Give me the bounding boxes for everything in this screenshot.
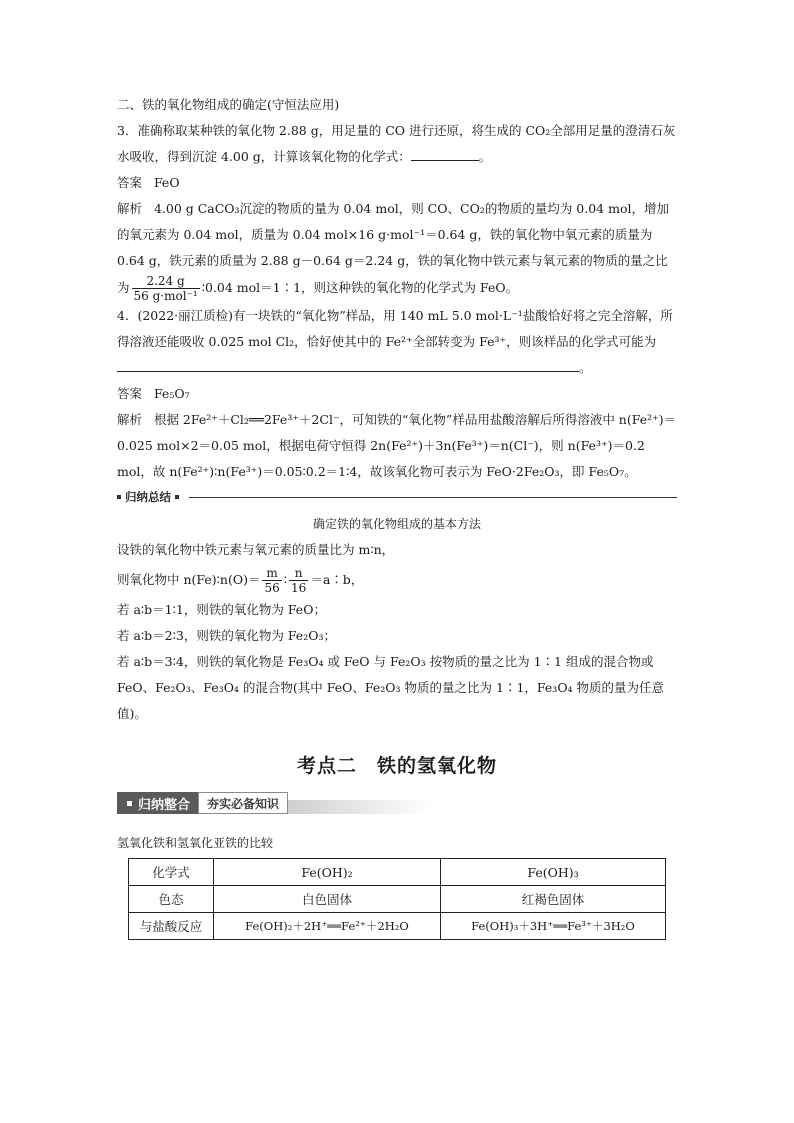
divider — [189, 497, 677, 498]
fraction-denominator: 56 g·mol⁻¹ — [133, 289, 198, 303]
summary-line-2-post: ＝a∶b， — [310, 572, 364, 587]
fraction — [262, 566, 281, 595]
table-cell: Fe(OH)₂ — [214, 859, 441, 886]
section-heading: 二、铁的氧化物组成的确定(守恒法应用) — [117, 97, 340, 112]
question-4-analysis — [117, 407, 677, 485]
question-4 — [117, 303, 677, 381]
ratio-separator: ∶ — [283, 572, 288, 587]
analysis-label: 解析 — [117, 201, 143, 216]
table-row — [129, 859, 666, 886]
document-page — [117, 92, 677, 940]
summary-line-3: 若 a∶b＝1∶1，则铁的氧化物为 FeO； — [117, 602, 326, 617]
section-banner — [117, 792, 431, 814]
question-4-answer — [117, 381, 677, 407]
summary-line-2 — [117, 563, 677, 597]
banner-dark-label: 归纳整合 — [138, 797, 191, 813]
question-3-analysis — [117, 196, 677, 303]
fraction — [289, 566, 308, 595]
fraction — [132, 274, 200, 303]
square-icon — [127, 801, 132, 806]
table-cell: Fe(OH)₃＋3H⁺══Fe³⁺＋3H₂O — [441, 913, 666, 940]
summary-title: 确定铁的氧化物组成的基本方法 — [312, 517, 481, 531]
summary-line-2-pre: 则氧化物中 n(Fe)∶n(O)＝ — [117, 572, 261, 587]
answer-label: 答案 — [117, 175, 143, 190]
question-4-end: 。 — [579, 360, 592, 375]
table-cell: Fe(OH)₂＋2H⁺══Fe²⁺＋2H₂O — [214, 913, 441, 940]
bullet-icon — [175, 495, 179, 499]
question-4-blank[interactable] — [117, 359, 579, 372]
table-cell: 化学式 — [129, 859, 214, 886]
summary-header — [117, 489, 677, 505]
question-4-text: 4．(2022·丽江质检)有一块铁的“氧化物”样品，用 140 mL 5.0 mol·L⁻¹盐酸恰好将之完全溶解，所得溶液还能吸收 0.025 mol Cl₂，恰好使其中的 Fe²⁺全部转变为 Fe³⁺，则该样品的化学式可能为 — [117, 308, 673, 349]
section-2-title: 考点二 铁的氢氧化物 — [296, 755, 497, 777]
analysis-text: 根据 2Fe²⁺＋Cl₂══2Fe³⁺＋2Cl⁻，可知铁的“氧化物”样品用盐酸溶解后所得溶液中 n(Fe²⁺)＝0.025 mol×2＝0.05 mol，根据电荷守恒得 2n(Fe²⁺)＋3n(Fe³⁺)＝n(Cl⁻)，则 n(Fe³⁺)＝0.2 mol，故 n(Fe²⁺)∶n(Fe³⁺)＝0.05∶0.2＝1∶4，故该氧化物可表示为 FeO·2Fe₂O₃，即 Fe₅O₇。 — [117, 412, 677, 479]
fraction-numerator: 2.24 g — [132, 274, 200, 289]
comparison-table — [128, 858, 666, 940]
fraction-numerator: n — [289, 566, 308, 581]
analysis-text: 4.00 g CaCO₃沉淀的物质的量为 0.04 mol，则 CO、CO₂的物质的量均为 0.04 mol，增加的氧元素为 0.04 mol，质量为 0.04 mol×16 g·mol⁻¹＝0.64 g，铁的氧化物中氧元素的质量为 0.64 g，铁元素的质量为 2.88 g－0.64 g＝2.24 g，铁的氧化物中铁元素与氧元素的物质的量之比为 — [117, 201, 669, 295]
answer-value: FeO — [153, 175, 180, 190]
question-3-blank[interactable] — [411, 148, 479, 161]
table-row — [129, 913, 666, 940]
analysis-label: 解析 — [117, 412, 143, 427]
banner-light: 夯实必备知识 — [198, 792, 288, 814]
question-3-text: 3．准确称取某种铁的氧化物 2.88 g，用足量的 CO 进行还原，将生成的 CO₂全部用足量的澄清石灰水吸收，得到沉淀 4.00 g，计算该氧化物的化学式： — [117, 123, 676, 164]
fraction-denominator: 16 — [291, 581, 307, 595]
question-3-end: 。 — [478, 149, 492, 164]
table-cell: Fe(OH)₃ — [441, 859, 666, 886]
question-3 — [117, 118, 677, 170]
banner-fade — [288, 800, 431, 814]
summary-label: 归纳总结 — [125, 490, 171, 504]
bullet-icon — [117, 495, 121, 499]
table-row — [129, 886, 666, 913]
table-cell: 色态 — [129, 886, 214, 913]
table-cell: 白色固体 — [214, 886, 441, 913]
question-3-answer — [117, 170, 677, 196]
banner-dark — [117, 792, 198, 814]
table-cell: 红褐色固体 — [441, 886, 666, 913]
answer-value: Fe₅O₇ — [153, 386, 190, 401]
summary-line-1: 设铁的氧化物中铁元素与氧元素的质量比为 m∶n， — [117, 542, 395, 557]
analysis-text-end: ∶0.04 mol＝1∶1，则这种铁的氧化物的化学式为 FeO。 — [201, 280, 519, 295]
summary-line-5: 若 a∶b＝3∶4，则铁的氧化物是 Fe₃O₄ 或 FeO 与 Fe₂O₃ 按物质的量之比为 1∶1 组成的混合物或 FeO、Fe₂O₃、Fe₃O₄ 的混合物(其中 FeO、Fe₂O₃ 物质的量之比为 1∶1，Fe₃O₄ 物质的量为任意值)。 — [117, 654, 665, 721]
fraction-numerator: m — [262, 566, 281, 581]
table-caption: 氢氧化铁和氢氧化亚铁的比较 — [117, 836, 274, 850]
summary-line-4: 若 a∶b＝2∶3，则铁的氧化物为 Fe₂O₃； — [117, 628, 336, 643]
answer-label: 答案 — [117, 386, 143, 401]
table-cell: 与盐酸反应 — [129, 913, 214, 940]
fraction-denominator: 56 — [264, 581, 280, 595]
